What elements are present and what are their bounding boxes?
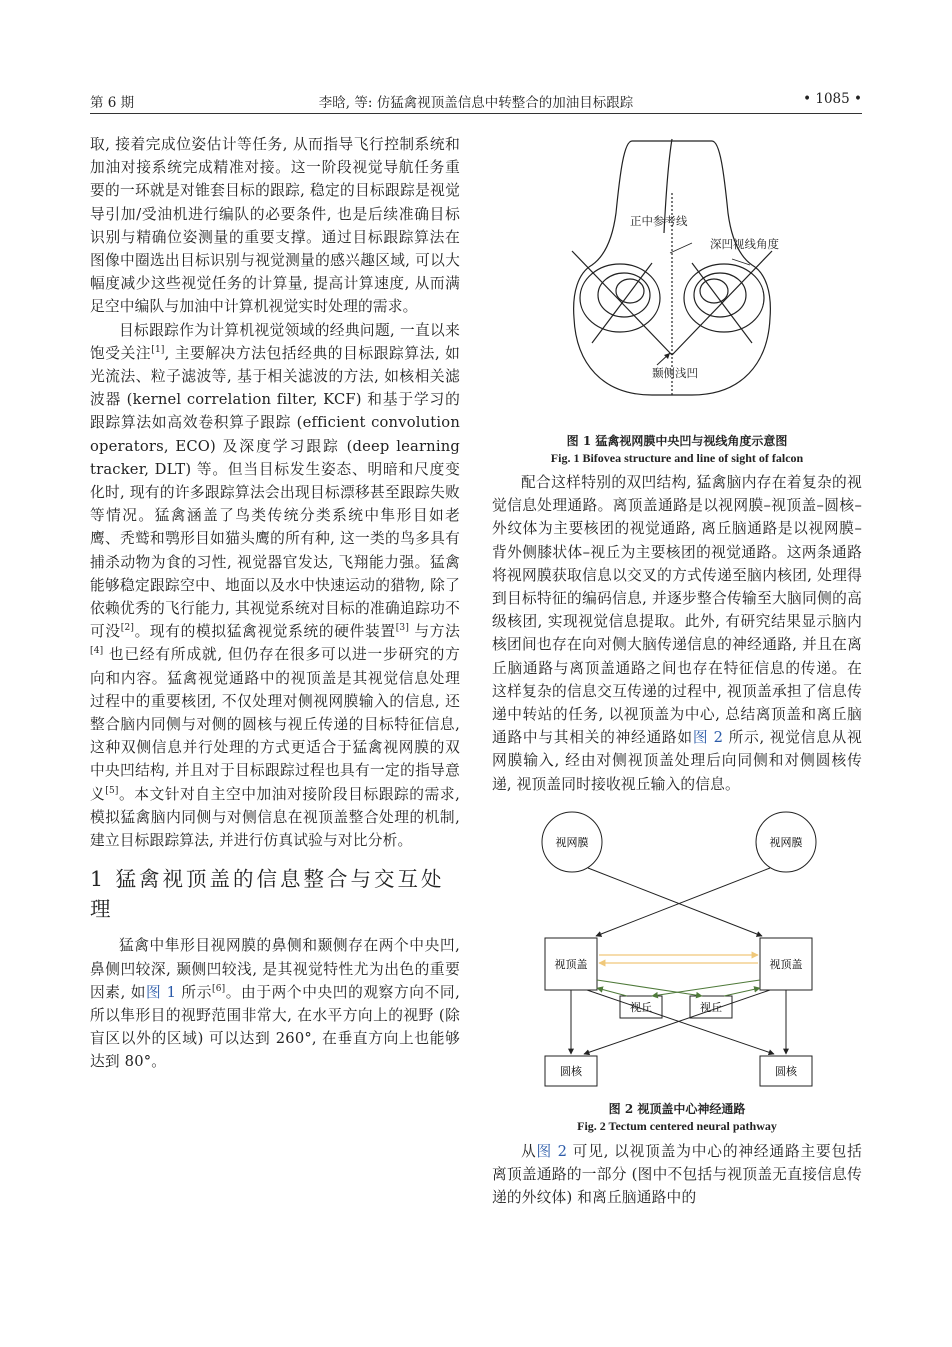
figure-2-link[interactable]: 图 2 — [692, 729, 724, 747]
running-title: 李晗, 等: 仿猛禽视顶盖信息中转整合的加油目标跟踪 — [318, 95, 634, 111]
citation-2[interactable]: [2] — [120, 623, 135, 634]
section-heading-1: 1 猛禽视顶盖的信息整合与交互处理 — [90, 867, 445, 922]
thalamus-right: 视丘 — [700, 1000, 722, 1014]
figure-2 — [492, 808, 862, 1138]
figure-1-caption-en: Fig. 1 Bifovea structure and line of sight of falcon — [550, 451, 804, 465]
figure-1 — [492, 133, 862, 463]
paragraph-figure-2-discussion: 从图 2 可见, 以视顶盖为中心的神经通路主要包括离顶盖通路的一部分 (图中不包括与视顶盖无直接信息传递的外纹体) 和离丘脑通路中的 — [492, 1142, 862, 1207]
figure-2-link-2[interactable]: 图 2 — [536, 1142, 568, 1160]
rotundus-right: 圆核 — [775, 1064, 797, 1078]
issue-number: 第 6 期 — [90, 95, 135, 111]
tectum-pathway-diagram — [492, 808, 862, 1093]
retina-left: 视网膜 — [555, 835, 589, 849]
label-deep-fovea-angle: 深凹视线角度 — [710, 237, 779, 251]
citation-1[interactable]: [1] — [151, 344, 165, 355]
head-outline — [574, 141, 771, 395]
label-midline: 正中参考线 — [630, 214, 688, 228]
citation-4[interactable]: [4] — [90, 646, 104, 657]
paragraph-continuation: 取, 接着完成位姿估计等任务, 从而指导飞行控制系统和加油对接系统完成精准对接。这一阶段视觉导航任务重要的一环就是对锥套目标的跟踪, 稳定的目标跟踪是视觉导引加/受油机进行编队的必要条件, 也是后续准确目标识别与精确位姿测量的重要支撑。通过目标跟踪算法在图像中圈选出目标识别与视觉测量的感兴趣区域, 可以大幅度减少这些视觉任务的计算量, 提高计算速度, 从而满足空中编队与加油中计算机视觉实时处理的需求。 — [90, 136, 460, 316]
falcon-head-diagram — [492, 133, 862, 423]
figure-1-caption-cn: 图 1 猛禽视网膜中央凹与视线角度示意图 — [566, 434, 788, 448]
right-column — [492, 133, 862, 1209]
page-number: • 1085 • — [803, 91, 862, 107]
running-header — [90, 91, 862, 114]
label-temporal-shallow-fovea: 颞侧浅凹 — [652, 366, 698, 380]
tectum-left: 视顶盖 — [554, 957, 588, 971]
right-eye — [684, 264, 764, 332]
figure-2-caption-en: Fig. 2 Tectum centered neural pathway — [577, 1118, 777, 1133]
rotundus-left: 圆核 — [560, 1064, 582, 1078]
citation-6[interactable]: [6] — [211, 983, 226, 994]
thalamus-left: 视丘 — [630, 1000, 652, 1014]
tectum-right: 视顶盖 — [769, 957, 803, 971]
citation-3[interactable]: [3] — [395, 623, 410, 634]
left-eye — [580, 264, 660, 332]
figure-1-link[interactable]: 图 1 — [146, 983, 177, 1001]
paragraph-tracking-background: 目标跟踪作为计算机视觉领域的经典问题, 一直以来饱受关注[1], 主要解决方法包括经典的目标跟踪算法, 如光流法、粒子滤波等, 基于相关滤波的方法, 如核相关滤波器 (kernel correlation filter, KCF) 和基于学习的跟踪算法如高效卷积算子跟踪 (efficient convolution operators, ECO) 及深度学习跟踪 (deep learning tracker, DLT) 等。但当目标发生姿态、明暗和尺度变化时, 现有的许多跟踪算法会出现目标漂移甚至跟踪失败等情况。猛禽涵盖了鸟类传统分类系统中隼形目如老鹰、秃鹫和鹗形目如猫头鹰的所有种, 这一类的鸟多具有捕杀动物为食的习性, 视觉器官发达, 飞翔能力强。猛禽能够稳定跟踪空中、地面以及水中快速运动的猎物, 除了依赖优秀的飞行能力, 其视觉系统对目标的准确追踪功不可没[2]。现有的模拟猛禽视觉系统的硬件装置[3] 与方法[4] 也已经有所成就, 但仍存在很多可以进一步研究的方向和内容。猛禽视觉通路中的视顶盖是其视觉信息处理过程中的重要核团, 不仅处理对侧视网膜输入的信息, 还整合脑内同侧与对侧的圆核与视丘传递的目标特征信息, 这种双侧信息并行处理的方式更适合于猛禽视网膜的双中央凹结构, 并且对于目标跟踪过程也具有一定的指导意义[5]。本文针对自主空中加油对接阶段目标跟踪的需求, 模拟猛禽脑内同侧与对侧信息在视顶盖整合处理的机制, 建立目标跟踪算法, 并进行仿真试验与对比分析。 — [90, 321, 460, 850]
paragraph-bifovea: 猛禽中隼形目视网膜的鼻侧和颞侧存在两个中央凹, 鼻侧凹较深, 颞侧凹较浅, 是其视觉特性尤为出色的重要因素, 如图 1 所示[6]。由于两个中央凹的观察方向不同, 所以隼形目的视野范围非常大, 在水平方向上的视野 (除盲区以外的区域) 可以达到 260°, 在垂直方向上也能够达到 80°。 — [90, 937, 460, 1071]
figure-2-caption-cn: 图 2 视顶盖中心神经通路 — [608, 1101, 746, 1116]
paragraph-pathways: 配合这样特别的双凹结构, 猛禽脑内存在着复杂的视觉信息处理通路。离顶盖通路是以视网膜–视顶盖–圆核–外纹体为主要核团的视觉通路, 离丘脑通路是以视网膜–背外侧膝状体–视丘为主要核团的视觉通路。这两条通路将视网膜获取信息以交叉的方式传递至脑内核团, 处理得到目标特征的编码信息, 并逐步整合传输至大脑同侧的高级核团, 实现视觉信息提取。此外, 有研究结果显示脑内核团间也存在向对侧大脑传递信息的神经通路, 并且在离丘脑通路与离顶盖通路之间也存在特征信息的传递。在这样复杂的信息交互传递的过程中, 视顶盖承担了信息传递中转站的任务, 以视顶盖为中心, 总结离顶盖和离丘脑通路中与其相关的神经通路如图 2 所示, 视觉信息从视网膜输入, 经由对侧视顶盖处理后向同侧和对侧圆核传递, 视顶盖同时接收视丘输入的信息。 — [492, 474, 862, 793]
retina-right: 视网膜 — [769, 835, 803, 849]
left-column — [90, 133, 460, 1074]
citation-5[interactable]: [5] — [105, 785, 119, 796]
